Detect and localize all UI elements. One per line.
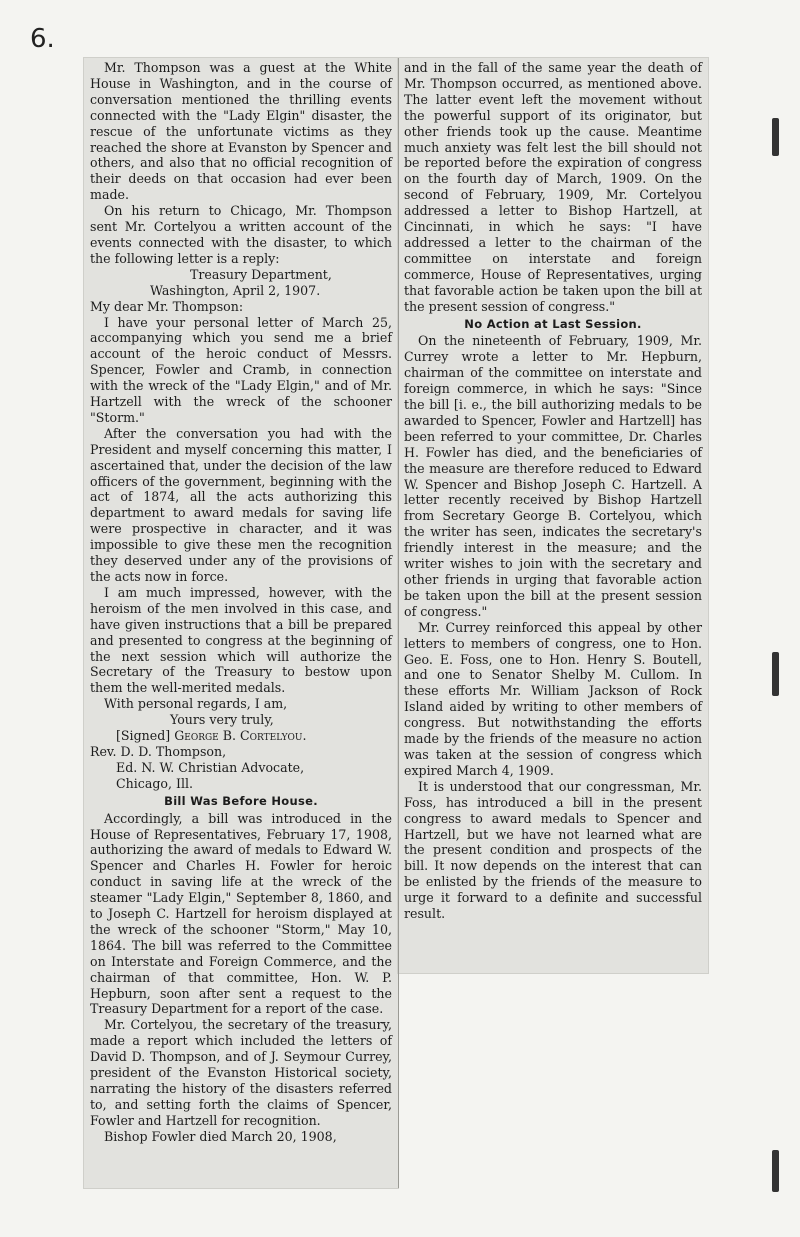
letter-salutation: My dear Mr. Thompson: xyxy=(90,298,244,314)
section-heading: No Action at Last Session. xyxy=(464,316,642,331)
article-clipping-right xyxy=(398,58,708,973)
paragraph: I have your personal letter of March 25, accompanying which you send me a brief account of the heroic conduct of Messrs. Spencer, Fowler and Cramb, in connection with the wreck of the "Lady Elgin," and of Mr. Hartzell with the wreck of the schooner "Storm." xyxy=(90,314,392,425)
signature-name: George B. Cortelyou. xyxy=(174,728,307,744)
letter-address: Ed. N. W. Christian Advocate, xyxy=(116,759,305,775)
article-clipping-left xyxy=(84,58,398,1188)
letter-closing: With personal regards, I am, xyxy=(104,696,288,712)
paragraph: Mr. Cortelyou, the secretary of the treasury, made a report which included the letters of David D. Thompson, and of J. Seymour Currey, president of the Evanston Historical society, narrating the history of the disasters referred to, and setting forth the claims of Spencer, Fowler and Hartzell for recognition. xyxy=(90,1017,392,1128)
letter-date: Washington, April 2, 1907. xyxy=(150,282,321,298)
page-number: 6. xyxy=(30,24,55,54)
paragraph: and in the fall of the same year the death of Mr. Thompson occurred, as mentioned above. The latter event left the movement without the powerful support of its originator, but other friends took up the cause. Meantime much anxiety was felt lest the bill should not be reported before the expiration of congress on the fourth day of March, 1909. On the second of February, 1909, Mr. Cortelyou addressed a letter to Bishop Hartzell, at Cincinnati, in which he says: "I have addressed a letter to the chairman of the committee on interstate and foreign commerce, House of Representatives, urging that favorable action be taken upon the bill at the present session of congress." xyxy=(404,60,702,314)
binder-hole-mark xyxy=(772,652,779,696)
paragraph: After the conversation you had with the President and myself concerning this matter, I ascertained that, under the decision of the law officers of the government, beginning with the act of 1874, all the acts authorizing this department to award medals for saving life were prospective in character, and it was impossible to give these men the recognition they deserved under any of the provisions of the acts now in force. xyxy=(90,425,392,584)
binder-hole-mark xyxy=(772,1150,779,1192)
signature-prefix: [Signed] xyxy=(116,728,171,744)
letter-address: Rev. D. D. Thompson, xyxy=(90,743,227,759)
paragraph: On the nineteenth of February, 1909, Mr. Currey wrote a letter to Mr. Hepburn, chairman of the committee on interstate and foreign commerce, in which he says: "Since the bill [i. e., the bill authorizing medals to be awarded to Spencer, Fowler and Hartzell] has been referred to your committee, Dr. Charles H. Fowler has died, and the beneficiaries of the measure are therefore reduced to Edward W. Spencer and Bishop Joseph C. Hartzell. A letter recently received by Bishop Hartzell from Secretary George B. Cortelyou, which the writer has seen, indicates the secretary's friendly interest in the measure; and the writer wishes to join with the secretary and other friends in urging that favorable action be taken upon the bill at the present session of congress." xyxy=(404,333,702,619)
binder-hole-mark xyxy=(772,118,779,156)
column-divider xyxy=(398,58,399,1188)
letter-department: Treasury Department, xyxy=(190,266,332,282)
paragraph: It is understood that our congressman, Mr. Foss, has introduced a bill in the present congress to award medals to Spencer and Hartzell, but we have not learned what are the present condition and prospects of the bill. It now depends on the interest that can be enlisted by the friends of the measure to urge it forward to a definite and successful result. xyxy=(404,778,702,922)
paragraph: Mr. Thompson was a guest at the White House in Washington, and in the course of conversation mentioned the thrilling events connected with the "Lady Elgin" disaster, the rescue of the unfortunate victims as they reached the shore at Evanston by Spencer and others, and also that no official recognition of their deeds on that occasion had ever been made. xyxy=(90,60,392,203)
right-column xyxy=(398,58,708,973)
paragraph: Accordingly, a bill was introduced in the House of Representatives, February 17, 1908, authorizing the award of medals to Edward W. Spencer and Charles H. Fowler for heroic conduct in saving life at the wreck of the steamer "Lady Elgin," September 8, 1860, and to Joseph C. Hartzell for heroism displayed at the wreck of the schooner "Storm," May 10, 1864. The bill was referred to the Committee on Interstate and Foreign Commerce, and the chairman of that committee, Hon. W. P. Hepburn, soon after sent a request to the Treasury Department for a report of the case. xyxy=(90,810,392,1017)
section-heading: Bill Was Before House. xyxy=(164,793,318,808)
letter-address: Chicago, Ill. xyxy=(116,775,194,791)
left-column xyxy=(84,58,398,1188)
paragraph: Mr. Currey reinforced this appeal by other letters to members of congress, one to Hon. Geo. E. Foss, one to Hon. Henry S. Boutell, and one to Senator Shelby M. Cullom. In these efforts Mr. William Jackson of Rock Island aided by writing to other members of congress. But notwithstanding the efforts made by the friends of the measure no action was taken at the session of congress which expired March 4, 1909. xyxy=(404,619,702,778)
letter-signature xyxy=(90,728,392,744)
paragraph: I am much impressed, however, with the heroism of the men involved in this case, and have given instructions that a bill be prepared and presented to congress at the beginning of the next session which will authorize the Secretary of the Treasury to bestow upon them the well-merited medals. xyxy=(90,584,392,696)
letter-closing: Yours very truly, xyxy=(170,712,274,728)
paragraph: Bishop Fowler died March 20, 1908, xyxy=(104,1128,337,1144)
paragraph: On his return to Chicago, Mr. Thompson sent Mr. Cortelyou a written account of the events connected with the disaster, to which the following letter is a reply: xyxy=(90,203,392,266)
